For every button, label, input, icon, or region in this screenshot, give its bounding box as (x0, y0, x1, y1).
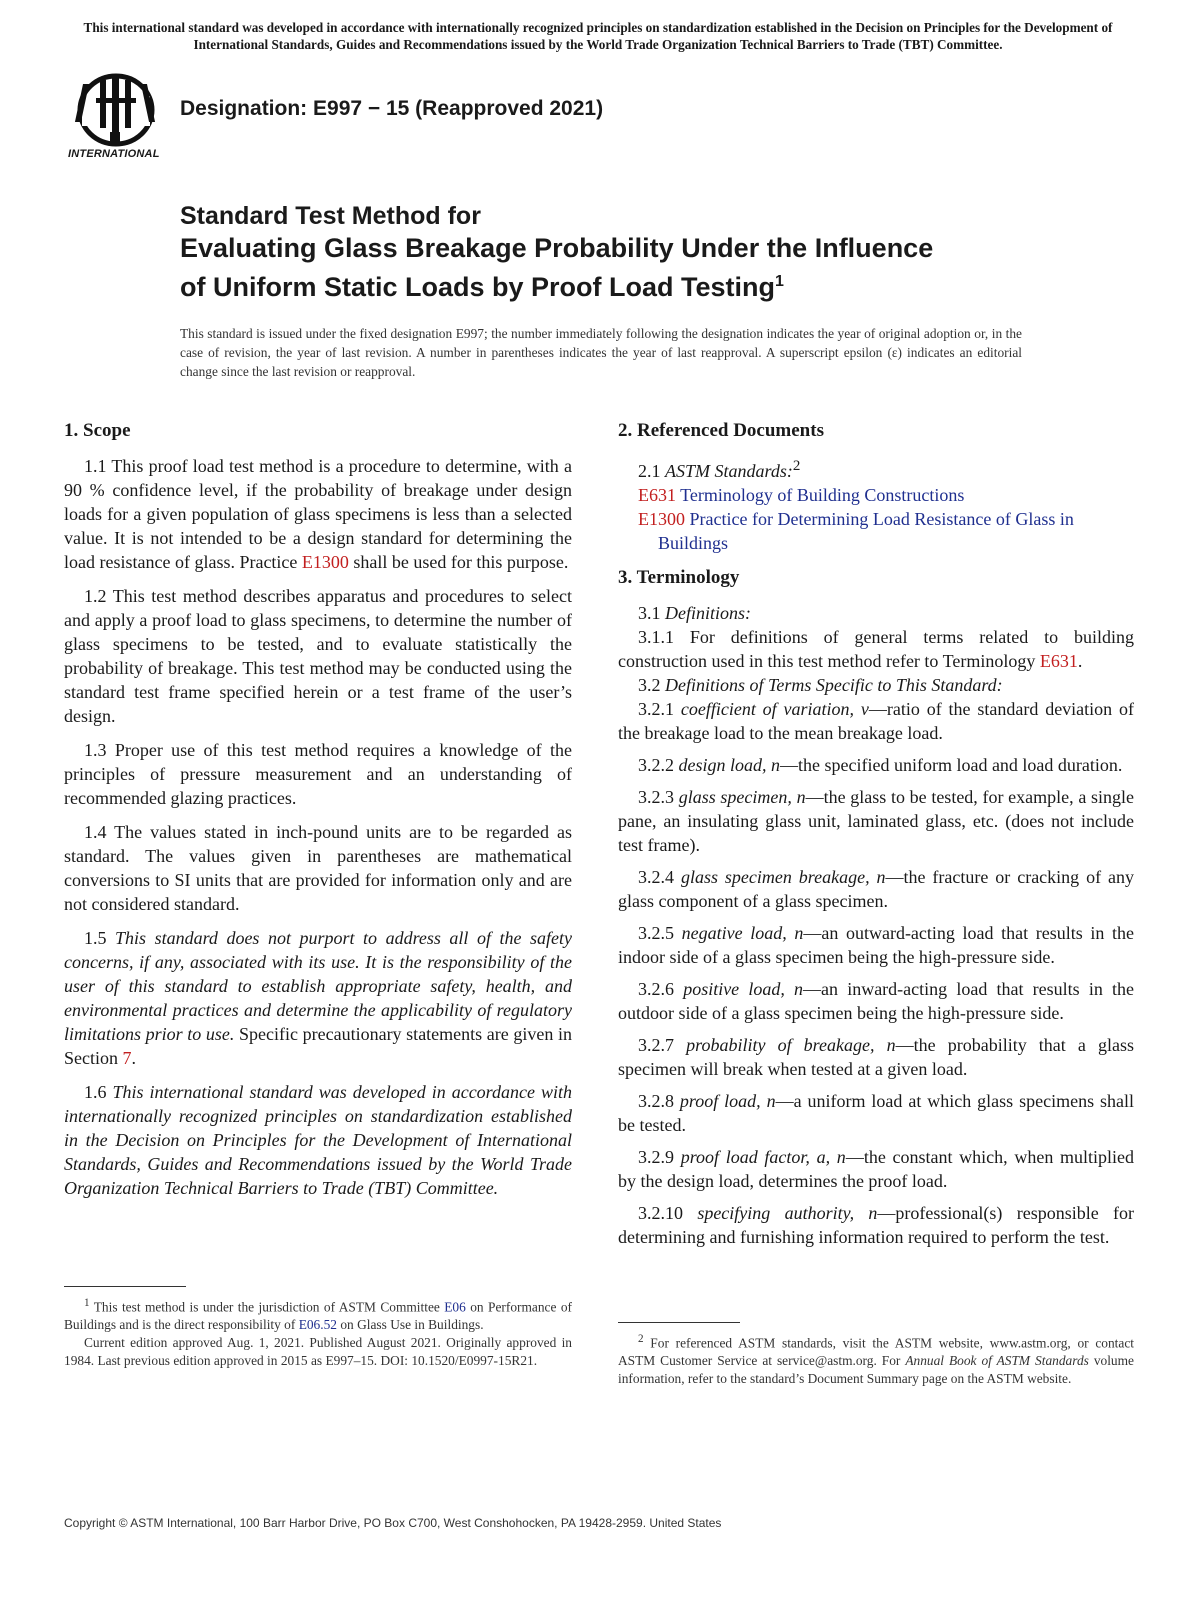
para-1-3: 1.3 Proper use of this test method requires a knowledge of the principles of pressure measurement and an understanding of recommended glazing practices. (64, 740, 572, 808)
footnote-rule-left (64, 1286, 186, 1287)
link-e631[interactable]: E631 (1039, 651, 1078, 671)
document-title (180, 200, 1080, 304)
logo-wordmark: INTERNATIONAL (68, 148, 160, 160)
astm-standards-label: 2.1 ASTM Standards:$^2$ (638, 458, 801, 481)
issued-note: This standard is issued under the fixed designation E997; the number immediately following the designation indicates the year of original adoption or, in the case of revision, the year of last revision. A number in parentheses indicates the year of last reapproval. A superscript epsilon (ε) indicates an editorial change since the last revision or reapproval. (180, 326, 1022, 379)
para-3-1: 3.1 Definitions: (638, 603, 751, 623)
title-line-1: Standard Test Method for (180, 202, 481, 230)
term-3-2-10: 3.2.10 specifying authority, n—professional(s) responsible for determining and furnishing information required to perform the test. (618, 1203, 1134, 1247)
term-3-2-8: 3.2.8 proof load, n—a uniform load at which glass specimens shall be tested. (618, 1091, 1134, 1135)
link-section-7[interactable]: 7 (122, 1048, 132, 1068)
astm-logo (60, 70, 172, 166)
footnote-rule-right (618, 1322, 740, 1323)
term-3-2-4: 3.2.4 glass specimen breakage, n—the fracture or cracking of any glass component of a glass specimen. (618, 867, 1134, 911)
para-1-6: 1.6 This international standard was developed in accordance with internationally recognized principles on standardization established in the Decision on Principles for the Development of International Standards, Guides and Recommendations issued by the World Trade Organization Technical Barriers to Trade (TBT) Committee. (64, 1082, 572, 1198)
para-1-1: 1.1 This proof load test method is a procedure to determine, with a 90 % confidence level, if the probability of breakage under design loads for a given population of glass specimens is less than a selected value. It is not intended to be a design standard for determining the load resistance of glass. Practice E1300 shall be used for this purpose. (64, 456, 572, 572)
para-3-1-1: 3.1.1 For definitions of general terms related to building construction used in this test method refer to Terminology E631. (618, 627, 1134, 671)
term-3-2-5: 3.2.5 negative load, n—an outward-acting load that results in the indoor side of a glass specimen being the high-pressure side. (618, 923, 1134, 967)
section-heading-terminology: 3. Terminology (618, 567, 740, 588)
ref-item-e1300[interactable]: E1300 Practice for Determining Load Resistance of Glass in Buildings (638, 509, 1074, 553)
term-3-2-1: 3.2.1 coefficient of variation, v—ratio of the standard deviation of the breakage load to the mean breakage load. (618, 699, 1135, 743)
wto-notice: This international standard was developed in accordance with internationally recognized principles on standardization established in the Decision on Principles for the Development of International Standards, Guides and Recommendations issued by the World Trade Organization Technical Barriers to Trade (TBT) Committee. (83, 20, 1113, 52)
footnote-2: $^2$ For referenced ASTM standards, visit the ASTM website, www.astm.org, or contact ASTM Customer Service at service@astm.org. For Annual Book of ASTM Standards volume information, refer to the standard’s Document Summary page on the ASTM website. (618, 1333, 1134, 1387)
link-e1300[interactable]: E1300 (301, 552, 349, 572)
link-e06-52[interactable]: E06.52 (298, 1317, 337, 1333)
title-line-3: of Uniform Static Loads by Proof Load Testing$^1$ (180, 272, 784, 302)
section-heading-referenced: 2. Referenced Documents (618, 420, 824, 441)
title-footnote-mark[interactable]: 1 (775, 273, 784, 290)
ref-item-e631[interactable]: E631 Terminology of Building Constructions (638, 485, 965, 505)
copyright-footer: Copyright © ASTM International, 100 Barr Harbor Drive, PO Box C700, West Conshohocken, PA 19428-2959. United States (64, 1516, 722, 1530)
para-1-5: 1.5 This standard does not purport to address all of the safety concerns, if any, associated with its use. It is the responsibility of the user of this standard to establish appropriate safety, health, and environmental practices and determine the applicability of regulatory limitations prior to use. Specific precautionary statements are given in Section 7. (64, 928, 572, 1068)
right-column (618, 418, 1134, 1249)
footnote-1-edition: Current edition approved Aug. 1, 2021. Published August 2021. Originally approved in 1984. Last previous edition approved in 2015 as E997–15. DOI: 10.1520/E0997-15R21. (64, 1335, 572, 1369)
section-heading-scope: 1. Scope (64, 420, 131, 441)
term-3-2-3: 3.2.3 glass specimen, n—the glass to be tested, for example, a single pane, an insulating glass unit, laminated glass, etc. (does not include test frame). (618, 787, 1135, 855)
link-e06[interactable]: E06 (444, 1299, 466, 1315)
term-3-2-7: 3.2.7 probability of breakage, n—the probability that a glass specimen will break when tested at a given load. (618, 1035, 1135, 1079)
footnote-mark-2[interactable]: 2 (792, 458, 801, 474)
designation: Designation: E997 − 15 (Reapproved 2021) (180, 97, 604, 120)
term-3-2-6: 3.2.6 positive load, n—an inward-acting load that results in the outdoor side of a glass specimen being the high-pressure side. (618, 979, 1134, 1023)
title-line-2: Evaluating Glass Breakage Probability Under the Influence (180, 233, 934, 263)
para-3-2: 3.2 Definitions of Terms Specific to This Standard: (638, 675, 1003, 695)
term-3-2-9: 3.2.9 proof load factor, a, n—the constant which, when multiplied by the design load, determines the proof load. (618, 1147, 1135, 1191)
para-1-4: 1.4 The values stated in inch-pound units are to be regarded as standard. The values given in parentheses are mathematical conversions to SI units that are provided for information only and are not considered standard. (64, 822, 572, 914)
para-1-2: 1.2 This test method describes apparatus and procedures to select and apply a proof load to glass specimens, to determine the number of glass specimens to be tested, and to evaluate statistically the probability of breakage. This test method may be conducted using the standard test frame specified herein or a test frame of the user’s design. (64, 586, 572, 726)
term-3-2-2: 3.2.2 design load, n—the specified uniform load and load duration. (638, 755, 1123, 775)
footnote-1: $^1$ This test method is under the jurisdiction of ASTM Committee E06 on Performance of Buildings and is the direct responsibility of E06.52 on Glass Use in Buildings. Current edition approved Aug. 1, 2021. Published August 2021. Originally approved in 1984. Last previous edition approved in 2015 as E997–15. DOI: 10.1520/E0997-15R21. (64, 1297, 572, 1369)
left-column (64, 418, 572, 1210)
